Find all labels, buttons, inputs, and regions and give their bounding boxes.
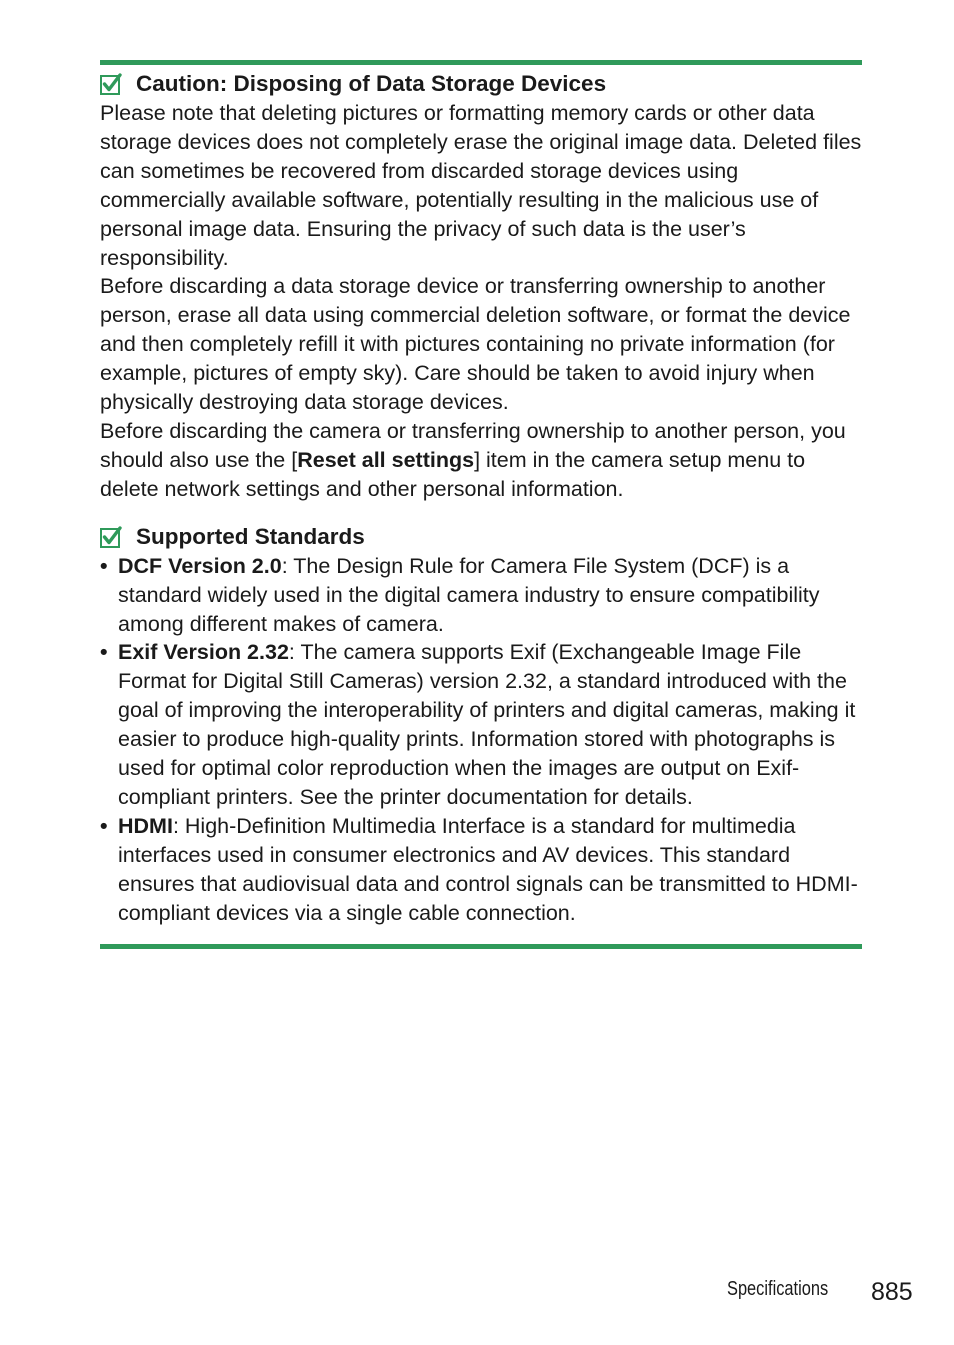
standards-title: Supported Standards: [136, 523, 365, 549]
caution-section: [100, 69, 862, 504]
standard-description: : High-Definition Multimedia Interface is a standard for multimedia interfaces used in consumer electronics and AV devices. This standard ensures that audiovisual data and control signals can be transmitted to HDMI-compliant devices via a single cable connection.: [118, 813, 858, 925]
page-number: 885: [871, 1278, 913, 1306]
list-item: [100, 552, 862, 639]
standards-list: [100, 552, 862, 928]
check-box-icon: [100, 73, 122, 95]
caution-paragraph-2: Before discarding a data storage device or transferring ownership to another person, erase all data using commercial deletion software, or format the device and then completely refill it with pictures containing no private information (for example, pictures of empty sky). Care should be taken to avoid injury when physically destroying data storage devices.: [100, 274, 851, 415]
list-item: [100, 812, 862, 928]
page-content: [100, 60, 862, 949]
standard-description: : The camera supports Exif (Exchangeable Image File Format for Digital Still Cameras) version 2.32, a standard introduced with the goal of improving the interoperability of printers and digital cameras, making it easier to produce high-quality prints. Information stored with photographs is used for optimal color reproduction when the images are output on Exif-compliant printers. See the printer documentation for details.: [118, 640, 856, 809]
reset-all-settings-term: Reset all settings: [297, 447, 475, 472]
standards-section: [100, 522, 862, 928]
caution-paragraph-3: [100, 417, 862, 504]
para3-before: Before discarding the camera or transferring ownership to another person, you should also use the [: [100, 418, 846, 472]
check-box-icon: [100, 526, 122, 548]
para3-after: ] item in the camera setup menu to delete network settings and other personal information.: [100, 447, 806, 501]
standards-heading: [100, 522, 862, 552]
caution-heading: [100, 69, 862, 99]
bullet-icon: •: [100, 813, 108, 838]
list-item: [100, 638, 862, 811]
bottom-rule: [100, 944, 862, 949]
standard-description: : The Design Rule for Camera File System (DCF) is a standard widely used in the digital camera industry to ensure compatibility among different makes of camera.: [118, 553, 820, 636]
standard-term: Exif Version 2.32: [118, 640, 289, 665]
top-rule: [100, 60, 862, 65]
standard-term: HDMI: [118, 813, 173, 838]
footer-section-label: Specifications: [727, 1278, 829, 1300]
caution-paragraph-1: Please note that deleting pictures or formatting memory cards or other data storage devices does not completely erase the original image data. Deleted files can sometimes be recovered from discarded storage devices using commercially available software, potentially resulting in the malicious use of personal image data. Ensuring the privacy of such data is the user’s responsibility.: [100, 101, 862, 270]
caution-title: Caution: Disposing of Data Storage Devices: [136, 71, 607, 96]
standard-term: DCF Version 2.0: [118, 553, 282, 578]
bullet-icon: •: [100, 553, 108, 578]
bullet-icon: •: [100, 640, 108, 665]
